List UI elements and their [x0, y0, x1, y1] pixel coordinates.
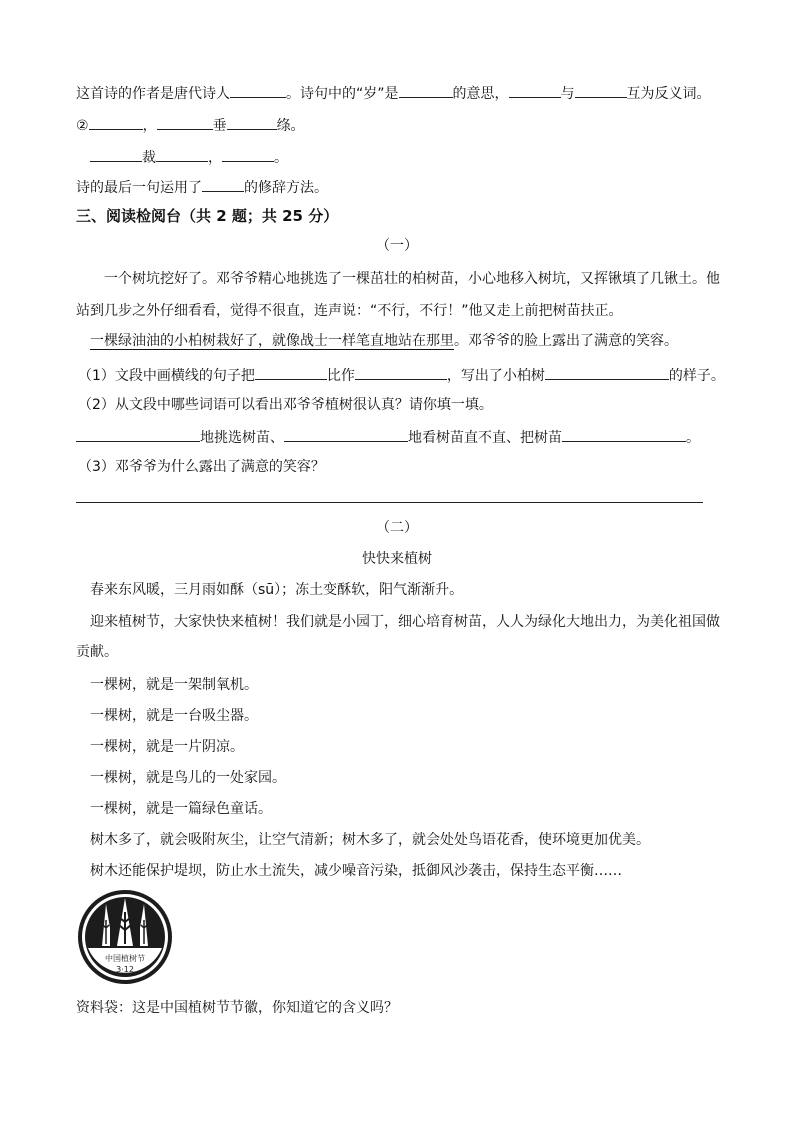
passage-1-para-1-line-2: 站到几步之外仔细看看，觉得不很直，连声说：“不行，不行！”他又走上前把树苗扶正。: [76, 303, 623, 319]
materials-note: 资料袋：这是中国植树节节徽，你知道它的含义吗？: [76, 1000, 398, 1016]
poem-question-1: [76, 82, 711, 104]
poem-question-3: [76, 176, 328, 198]
passage-1-question-1: [78, 364, 725, 386]
word-cai: 裁: [142, 150, 156, 166]
comma: ，: [208, 150, 222, 166]
poem-q3-text-a: 诗的最后一句运用了: [76, 180, 202, 196]
period: 。: [274, 150, 288, 166]
passage-2-line: 贡献。: [76, 644, 118, 660]
blank-poem-1[interactable]: [89, 114, 143, 130]
blank-poem-2[interactable]: [157, 114, 213, 130]
blank-poem-6[interactable]: [222, 146, 274, 162]
p1-q1-text-c: ，写出了小柏树: [446, 368, 545, 384]
passage-2-line: 春来东风暖，三月雨如酥（sū）；冻土变酥软，阳气渐渐升。: [90, 582, 464, 598]
blank-careful-3[interactable]: [562, 426, 686, 442]
passage-2-line: 一棵树，就是一片阴凉。: [90, 739, 244, 755]
passage-1-number: （一）: [376, 238, 418, 254]
p1-q2-text-c: 。: [686, 430, 700, 446]
passage-2-line: 一棵树，就是一架制氧机。: [90, 677, 258, 693]
word-chui: 垂: [212, 118, 227, 134]
blank-poem-5[interactable]: [156, 146, 208, 162]
poem-q1-text-a: 这首诗的作者是唐代诗人: [76, 86, 230, 102]
passage-2-line: 迎来植树节，大家快快来植树！我们就是小园丁，细心培育树苗，人人为绿化大地出力，为美化祖国做: [90, 614, 720, 630]
emblem-name: 中国植树节: [105, 954, 145, 963]
question-marker: ②: [76, 118, 89, 134]
tree-planting-day-emblem-icon: [76, 888, 174, 986]
blank-appearance[interactable]: [545, 364, 669, 380]
passage-1-para-2: [90, 331, 678, 351]
passage-2-line: 一棵树，就是一台吸尘器。: [90, 708, 258, 724]
blank-rhetoric[interactable]: [202, 176, 244, 192]
poem-q3-text-b: 的修辞方法。: [244, 180, 328, 196]
underlined-sentence: 一棵绿油油的小柏树栽好了，就像战士一样笔直地站在那里: [90, 333, 454, 349]
poem-question-2-line-1: [76, 114, 305, 136]
blank-poem-4[interactable]: [90, 146, 142, 162]
blank-sui-meaning[interactable]: [399, 82, 453, 98]
passage-2-line: 一棵树，就是鸟儿的一处家园。: [90, 770, 286, 786]
blank-careful-2[interactable]: [284, 426, 408, 442]
blank-antonym-1[interactable]: [509, 82, 561, 98]
poem-q1-text-c: 的意思，: [452, 86, 509, 102]
poem-q1-text-b: 。诗句中的“岁”是: [286, 86, 399, 102]
p1-q2-text-b: 地看树苗直不直、把树苗: [408, 430, 562, 446]
blank-poet[interactable]: [230, 82, 286, 98]
passage-2-line: 一棵树，就是一篇绿色童话。: [90, 801, 272, 817]
passage-2-line: 树木还能保护堤坝，防止水土流失，减少噪音污染，抵御风沙袭击，保持生态平衡……: [90, 863, 622, 879]
p1-q1-text-b: 比作: [326, 368, 355, 384]
poem-question-2-line-2: [90, 146, 288, 168]
poem-q1-text-e: 互为反义词。: [626, 86, 711, 102]
word-tao: 绦。: [276, 118, 305, 134]
emblem-date: 3·12: [116, 965, 134, 974]
passage-2-line: 树木多了，就会吸附灰尘，让空气清新；树木多了，就会处处鸟语花香，使环境更加优美。: [90, 832, 650, 848]
passage-1-question-2-prompt: （2）从文段中哪些词语可以看出邓爷爷植树很认真？请你填一填。: [78, 397, 493, 413]
blank-compared-to[interactable]: [355, 364, 447, 380]
section-3-title: 三、阅读检阅台（共 2 题；共 25 分）: [76, 207, 339, 225]
answer-line[interactable]: [76, 502, 703, 503]
passage-1-para-2-rest: 。邓爷爷的脸上露出了满意的笑容。: [454, 333, 678, 349]
blank-compared-object[interactable]: [255, 364, 327, 380]
passage-2-title: 快快来植树: [362, 551, 432, 567]
passage-1-para-1-line-1: 一个树坑挖好了。邓爷爷精心地挑选了一棵茁壮的柏树苗，小心地移入树坑，又挥锹填了几锹土。他: [104, 271, 720, 287]
blank-careful-1[interactable]: [76, 426, 200, 442]
blank-antonym-2[interactable]: [575, 82, 627, 98]
comma: ，: [142, 118, 157, 134]
p1-q2-text-a: 地挑选树苗、: [200, 430, 284, 446]
blank-poem-3[interactable]: [227, 114, 277, 130]
passage-1-question-2-blanks: [76, 426, 700, 448]
passage-1-question-3-prompt: （3）邓爷爷为什么露出了满意的笑容？: [78, 459, 325, 475]
passage-2-number: （二）: [376, 520, 418, 536]
p1-q1-text-d: 的样子。: [668, 368, 725, 384]
poem-q1-text-d: 与: [560, 86, 575, 102]
p1-q1-text-a: （1）文段中画横线的句子把: [78, 368, 255, 384]
